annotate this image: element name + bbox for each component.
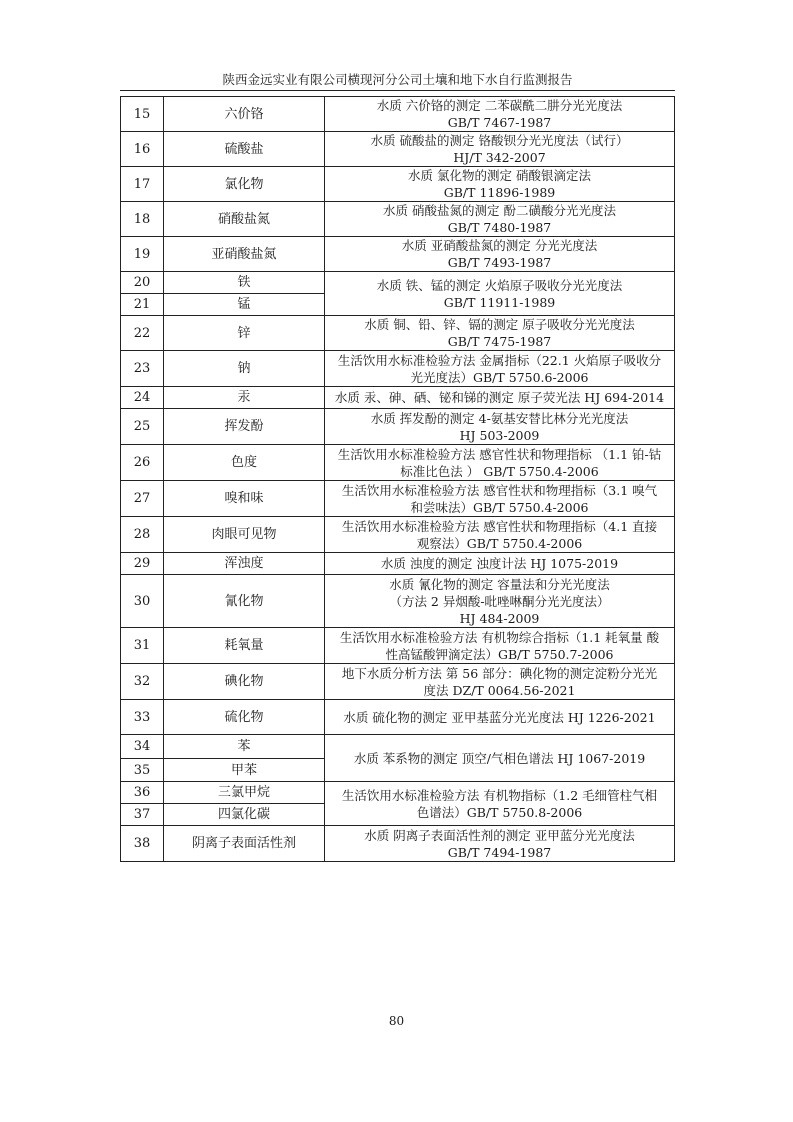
method-cell	[325, 628, 675, 664]
analyte-name: 铁	[164, 272, 325, 294]
method-cell	[325, 575, 675, 628]
method-cell	[325, 735, 675, 782]
method-line: 生活饮用水标准检验方法 感官性状和物理指标（3.1 嗅气	[341, 482, 658, 498]
method-line: GB/T 7493-1987	[447, 255, 552, 270]
table-row	[121, 826, 675, 862]
header-rule	[120, 90, 675, 91]
method-line: 地下水质分析方法 第 56 部分：碘化物的测定淀粉分光光	[341, 665, 658, 681]
method-line: 水质 亚硝酸盐氮的测定 分光光度法	[401, 238, 598, 253]
row-number: 38	[121, 826, 164, 862]
table-row	[121, 316, 675, 351]
table-row	[121, 628, 675, 664]
table-row	[121, 575, 675, 628]
method-line: 水质 铜、铅、锌、镉的测定 原子吸收分光光度法	[364, 317, 635, 332]
analyte-name: 钠	[164, 351, 325, 387]
row-number: 28	[121, 517, 164, 553]
analyte-name: 阴离子表面活性剂	[164, 826, 325, 862]
analyte-name: 碘化物	[164, 664, 325, 700]
method-line: 水质 浊度的测定 浊度计法 HJ 1075-2019	[380, 556, 619, 571]
table-row	[121, 132, 675, 167]
row-number: 25	[121, 409, 164, 445]
table-row	[121, 202, 675, 237]
analyte-name: 甲苯	[164, 759, 325, 782]
row-number: 30	[121, 575, 164, 628]
method-line: 生活饮用水标准检验方法 感官性状和物理指标 （1.1 铂-钴	[337, 446, 662, 462]
row-number: 26	[121, 445, 164, 481]
method-cell	[325, 272, 675, 316]
method-line: 色谱法）GB/T 5750.8-2006	[416, 804, 583, 820]
row-number: 35	[121, 759, 164, 782]
table-row	[121, 351, 675, 387]
table-row	[121, 782, 675, 804]
method-cell	[325, 445, 675, 481]
analyte-name: 氯化物	[164, 167, 325, 202]
method-cell	[325, 553, 675, 575]
analyte-name: 四氯化碳	[164, 804, 325, 826]
table-row	[121, 167, 675, 202]
method-cell	[325, 782, 675, 826]
analyte-name: 色度	[164, 445, 325, 481]
row-number: 20	[121, 272, 164, 294]
method-line: 光光度法）GB/T 5750.6-2006	[410, 369, 589, 385]
analyte-name: 硫化物	[164, 700, 325, 735]
method-line: 性高锰酸钾滴定法）GB/T 5750.7-2006	[385, 646, 614, 662]
table-row	[121, 272, 675, 294]
analysis-methods-table	[120, 96, 675, 862]
row-number: 37	[121, 804, 164, 826]
method-line: 生活饮用水标准检验方法 金属指标（22.1 火焰原子吸收分	[337, 352, 662, 368]
table-row	[121, 97, 675, 132]
analyte-name: 锰	[164, 294, 325, 316]
method-line: 生活饮用水标准检验方法 有机物指标（1.2 毛细管柱气相	[341, 787, 658, 803]
method-line: 水质 挥发酚的测定 4-氨基安替比林分光光度法	[370, 410, 629, 426]
method-cell	[325, 167, 675, 202]
method-cell	[325, 387, 675, 409]
row-number: 18	[121, 202, 164, 237]
row-number: 34	[121, 735, 164, 759]
row-number: 31	[121, 628, 164, 664]
row-number: 32	[121, 664, 164, 700]
table-row	[121, 387, 675, 409]
method-line: GB/T 7480-1987	[447, 220, 552, 235]
analyte-name: 挥发酚	[164, 409, 325, 445]
method-cell	[325, 237, 675, 272]
analyte-name: 苯	[164, 735, 325, 759]
row-number: 15	[121, 97, 164, 132]
row-number: 17	[121, 167, 164, 202]
method-cell	[325, 97, 675, 132]
method-cell	[325, 700, 675, 735]
method-cell	[325, 826, 675, 862]
analyte-name: 三氯甲烷	[164, 782, 325, 804]
table-row	[121, 735, 675, 759]
method-cell	[325, 351, 675, 387]
method-cell	[325, 132, 675, 167]
table-row	[121, 409, 675, 445]
method-line: 水质 汞、砷、硒、铋和锑的测定 原子荧光法 HJ 694-2014	[334, 390, 665, 405]
analyte-name: 汞	[164, 387, 325, 409]
method-line: 度法 DZ/T 0064.56-2021	[423, 682, 576, 698]
table-row	[121, 237, 675, 272]
method-line: HJ 484-2009	[459, 610, 540, 626]
row-number: 23	[121, 351, 164, 387]
analyte-name: 亚硝酸盐氮	[164, 237, 325, 272]
analyte-name: 嗅和味	[164, 481, 325, 517]
table-row	[121, 445, 675, 481]
analyte-name: 硫酸盐	[164, 132, 325, 167]
method-line: 水质 铁、锰的测定 火焰原子吸收分光光度法	[376, 277, 623, 293]
row-number: 33	[121, 700, 164, 735]
method-line: GB/T 11896-1989	[443, 185, 556, 200]
row-number: 36	[121, 782, 164, 804]
table-row	[121, 700, 675, 735]
method-line: 水质 六价铬的测定 二苯碳酰二肼分光光度法	[376, 98, 623, 113]
table-row	[121, 664, 675, 700]
row-number: 22	[121, 316, 164, 351]
method-cell	[325, 316, 675, 351]
method-line: GB/T 7475-1987	[447, 334, 552, 349]
method-cell	[325, 409, 675, 445]
method-line: 和尝味法）GB/T 5750.4-2006	[410, 499, 589, 515]
analyte-name: 耗氧量	[164, 628, 325, 664]
method-line: 标准比色法 ） GB/T 5750.4-2006	[400, 463, 599, 479]
analyte-name: 锌	[164, 316, 325, 351]
method-cell	[325, 481, 675, 517]
method-line: 水质 阴离子表面活性剂的测定 亚甲蓝分光光度法	[364, 827, 635, 843]
row-number: 21	[121, 294, 164, 316]
running-header: 陕西金远实业有限公司横现河分公司土壤和地下水自行监测报告	[222, 72, 573, 87]
method-line: 水质 苯系物的测定 顶空/气相色谱法 HJ 1067-2019	[353, 750, 646, 766]
analyte-name: 硝酸盐氮	[164, 202, 325, 237]
method-line: 水质 硫化物的测定 亚甲基蓝分光光度法 HJ 1226-2021	[343, 709, 656, 725]
method-line: 水质 硝酸盐氮的测定 酚二磺酸分光光度法	[383, 203, 616, 218]
method-cell	[325, 517, 675, 553]
method-line: 生活饮用水标准检验方法 有机物综合指标（1.1 耗氧量 酸	[339, 629, 660, 645]
page-number: 80	[388, 1014, 405, 1028]
method-line: （方法 2 异烟酸-吡唑啉酮分光光度法）	[389, 593, 610, 609]
method-line: 水质 氰化物的测定 容量法和分光光度法	[389, 576, 610, 592]
method-cell	[325, 202, 675, 237]
analyte-name: 肉眼可见物	[164, 517, 325, 553]
row-number: 16	[121, 132, 164, 167]
row-number: 19	[121, 237, 164, 272]
analyte-name: 浑浊度	[164, 553, 325, 575]
table-row	[121, 553, 675, 575]
method-line: 水质 硫酸盐的测定 铬酸钡分光光度法（试行）	[370, 133, 629, 148]
method-line: HJ/T 342-2007	[453, 150, 546, 165]
analyte-name: 氰化物	[164, 575, 325, 628]
method-line: GB/T 7467-1987	[447, 115, 552, 130]
row-number: 24	[121, 387, 164, 409]
method-line: 观察法）GB/T 5750.4-2006	[416, 535, 583, 551]
table-row	[121, 517, 675, 553]
method-line: 生活饮用水标准检验方法 感官性状和物理指标（4.1 直接	[341, 518, 658, 534]
table-row	[121, 481, 675, 517]
method-line: HJ 503-2009	[459, 427, 540, 443]
method-line: 水质 氯化物的测定 硝酸银滴定法	[408, 168, 591, 183]
row-number: 27	[121, 481, 164, 517]
row-number: 29	[121, 553, 164, 575]
method-line: GB/T 11911-1989	[443, 294, 556, 310]
analyte-name: 六价铬	[164, 97, 325, 132]
method-line: GB/T 7494-1987	[447, 844, 552, 860]
method-cell	[325, 664, 675, 700]
